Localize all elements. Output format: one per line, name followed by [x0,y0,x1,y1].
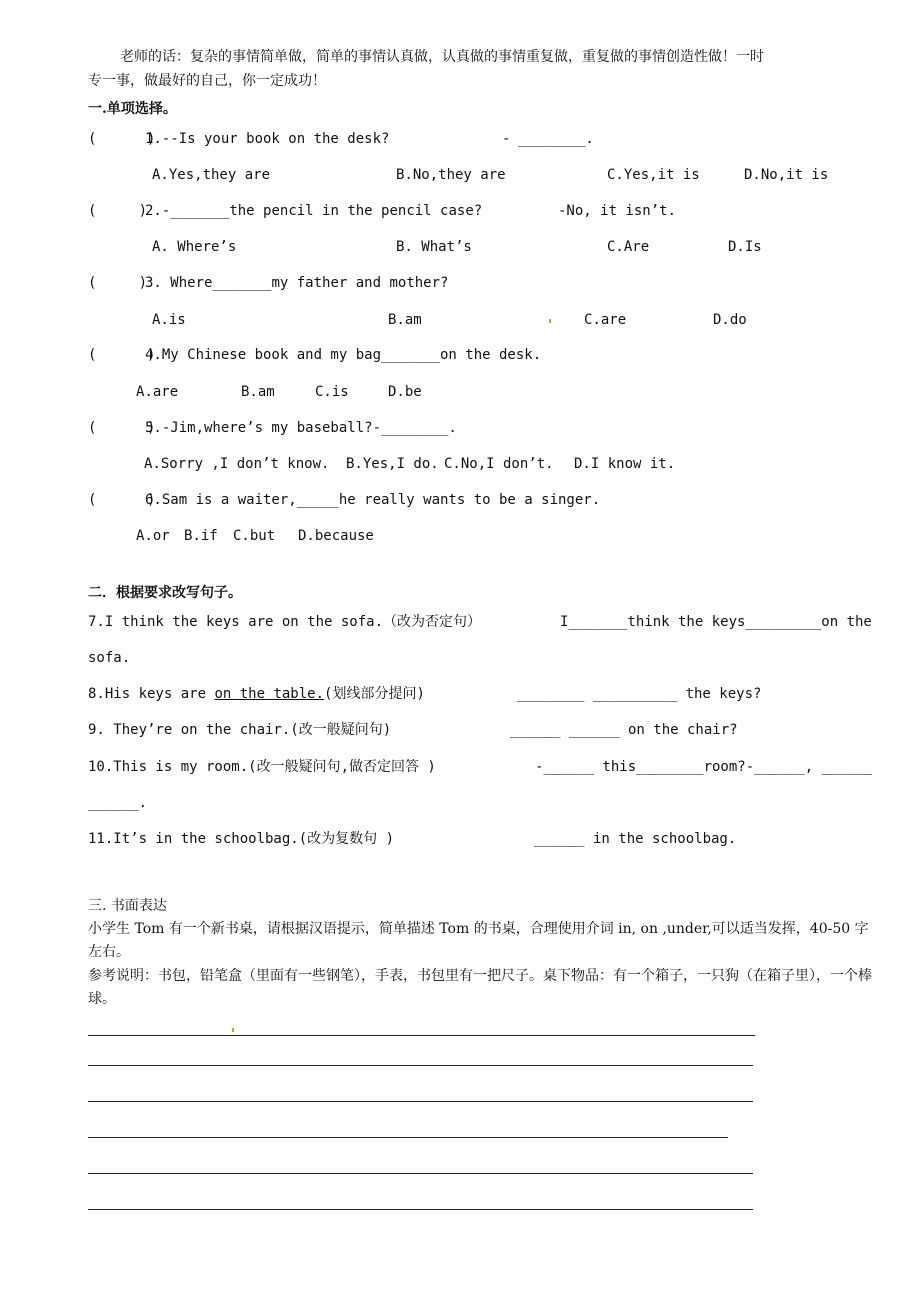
q5-option-a: A.Sorry ,I don’t know. [144,456,330,472]
q8-answer: ________ __________ the keys? [517,686,762,702]
q4-option-a: A.are [136,384,179,400]
section2-title: 二．根据要求改写句子。 [88,585,242,601]
writing-line[interactable] [88,1065,753,1066]
q8-underlined-part: on the table. [214,686,325,702]
q7-answer-cont: sofa. [88,650,131,666]
stray-mark [549,319,551,323]
q2-option-a: A. Where’s [152,239,237,255]
q4-option-c: C.is [315,384,349,400]
q1-stem: 1.--Is your book on the desk? [145,131,390,147]
q2-reply: -No, it isn’t. [558,203,677,219]
q1-answer-prompt: - [502,131,511,147]
writing-line[interactable] [88,1035,755,1036]
writing-line[interactable] [88,1173,753,1174]
q5-paren: ( ) [88,420,156,436]
q2-paren: ( ) [88,203,148,219]
q1-option-d: D.No,it is [744,167,829,183]
q6-stem: 6.Sam is a waiter,_____he really wants to be a singer. [145,492,601,508]
section1-title: 一.单项选择。 [88,101,177,117]
q6-option-c: C.but [233,528,276,544]
q3-option-a: A.is [152,312,186,328]
q1-paren: ( ) [88,131,156,147]
teacher-words-line1: 老师的话：复杂的事情简单做，简单的事情认真做，认真做的事情重复做，重复做的事情创造性做！一时 [120,49,764,65]
q8-prompt: 8.His keys are on the table.(划线部分提问) [88,686,425,702]
q9-prompt: 9. They’re on the chair.(改一般疑问句) [88,722,392,738]
q6-option-d: D.because [298,528,374,544]
q3-stem: 3. Where_______my father and mother? [145,275,449,291]
q11-prompt: 11.It’s in the schoolbag.(改为复数句 ) [88,831,395,847]
q11-answer: ______ in the schoolbag. [534,831,737,847]
q1-option-b: B.No,they are [396,167,506,183]
q3-paren: ( ) [88,275,148,291]
q5-stem: 5.-Jim,where’s my baseball?-________. [145,420,457,436]
q4-option-d: D.be [388,384,422,400]
q1-option-a: A.Yes,they are [152,167,271,183]
q6-option-a: A.or [136,528,170,544]
teacher-words-line2: 专一事，做最好的自己，你一定成功！ [88,73,326,89]
q1-answer-blank: ________. [518,131,594,147]
section3-title: 三. 书面表达 [88,898,167,914]
q10-prompt: 10.This is my room.(改一般疑问句,做否定回答 ) [88,759,436,775]
q2-stem: 2.-_______the pencil in the pencil case? [145,203,483,219]
stray-mark [232,1028,234,1032]
writing-line[interactable] [88,1209,753,1210]
q2-option-b: B. What’s [396,239,472,255]
q6-option-b: B.if [184,528,218,544]
q3-option-d: D.do [713,312,747,328]
q9-answer: ______ ______ on the chair? [510,722,738,738]
q7-answer: I_______think the keys_________on the [560,614,872,630]
writing-line[interactable] [88,1137,728,1138]
section3-reference: 参考说明：书包，铅笔盒（里面有一些钢笔），手表，书包里有一把尺子。桌下物品：有一个箱子，一只狗（在箱子里），一个棒球。 [88,968,872,1007]
q4-option-b: B.am [241,384,275,400]
q5-option-b: B.Yes,I do. [346,456,439,472]
q2-option-c: C.Are [607,239,650,255]
q5-option-c: C.No,I don’t. [444,456,554,472]
q3-option-b: B.am [388,312,422,328]
q4-paren: ( ) [88,347,156,363]
q10-answer: -______ this________room?-______, ______ [535,759,873,775]
q5-option-d: D.I know it. [574,456,676,472]
q7-prompt: 7.I think the keys are on the sofa.（改为否定句） [88,614,482,630]
writing-line[interactable] [88,1101,753,1102]
q1-option-c: C.Yes,it is [607,167,700,183]
q10-answer-cont: ______. [88,795,148,811]
q3-option-c: C.are [584,312,627,328]
q4-stem: 4.My Chinese book and my bag_______on the desk. [145,347,542,363]
section3-prompt: 小学生 Tom 有一个新书桌，请根据汉语提示，简单描述 Tom 的书桌，合理使用介词 in, on ,under,可以适当发挥，40-50 字左右。 [88,921,869,960]
q6-paren: ( ) [88,492,156,508]
q2-option-d: D.Is [728,239,762,255]
